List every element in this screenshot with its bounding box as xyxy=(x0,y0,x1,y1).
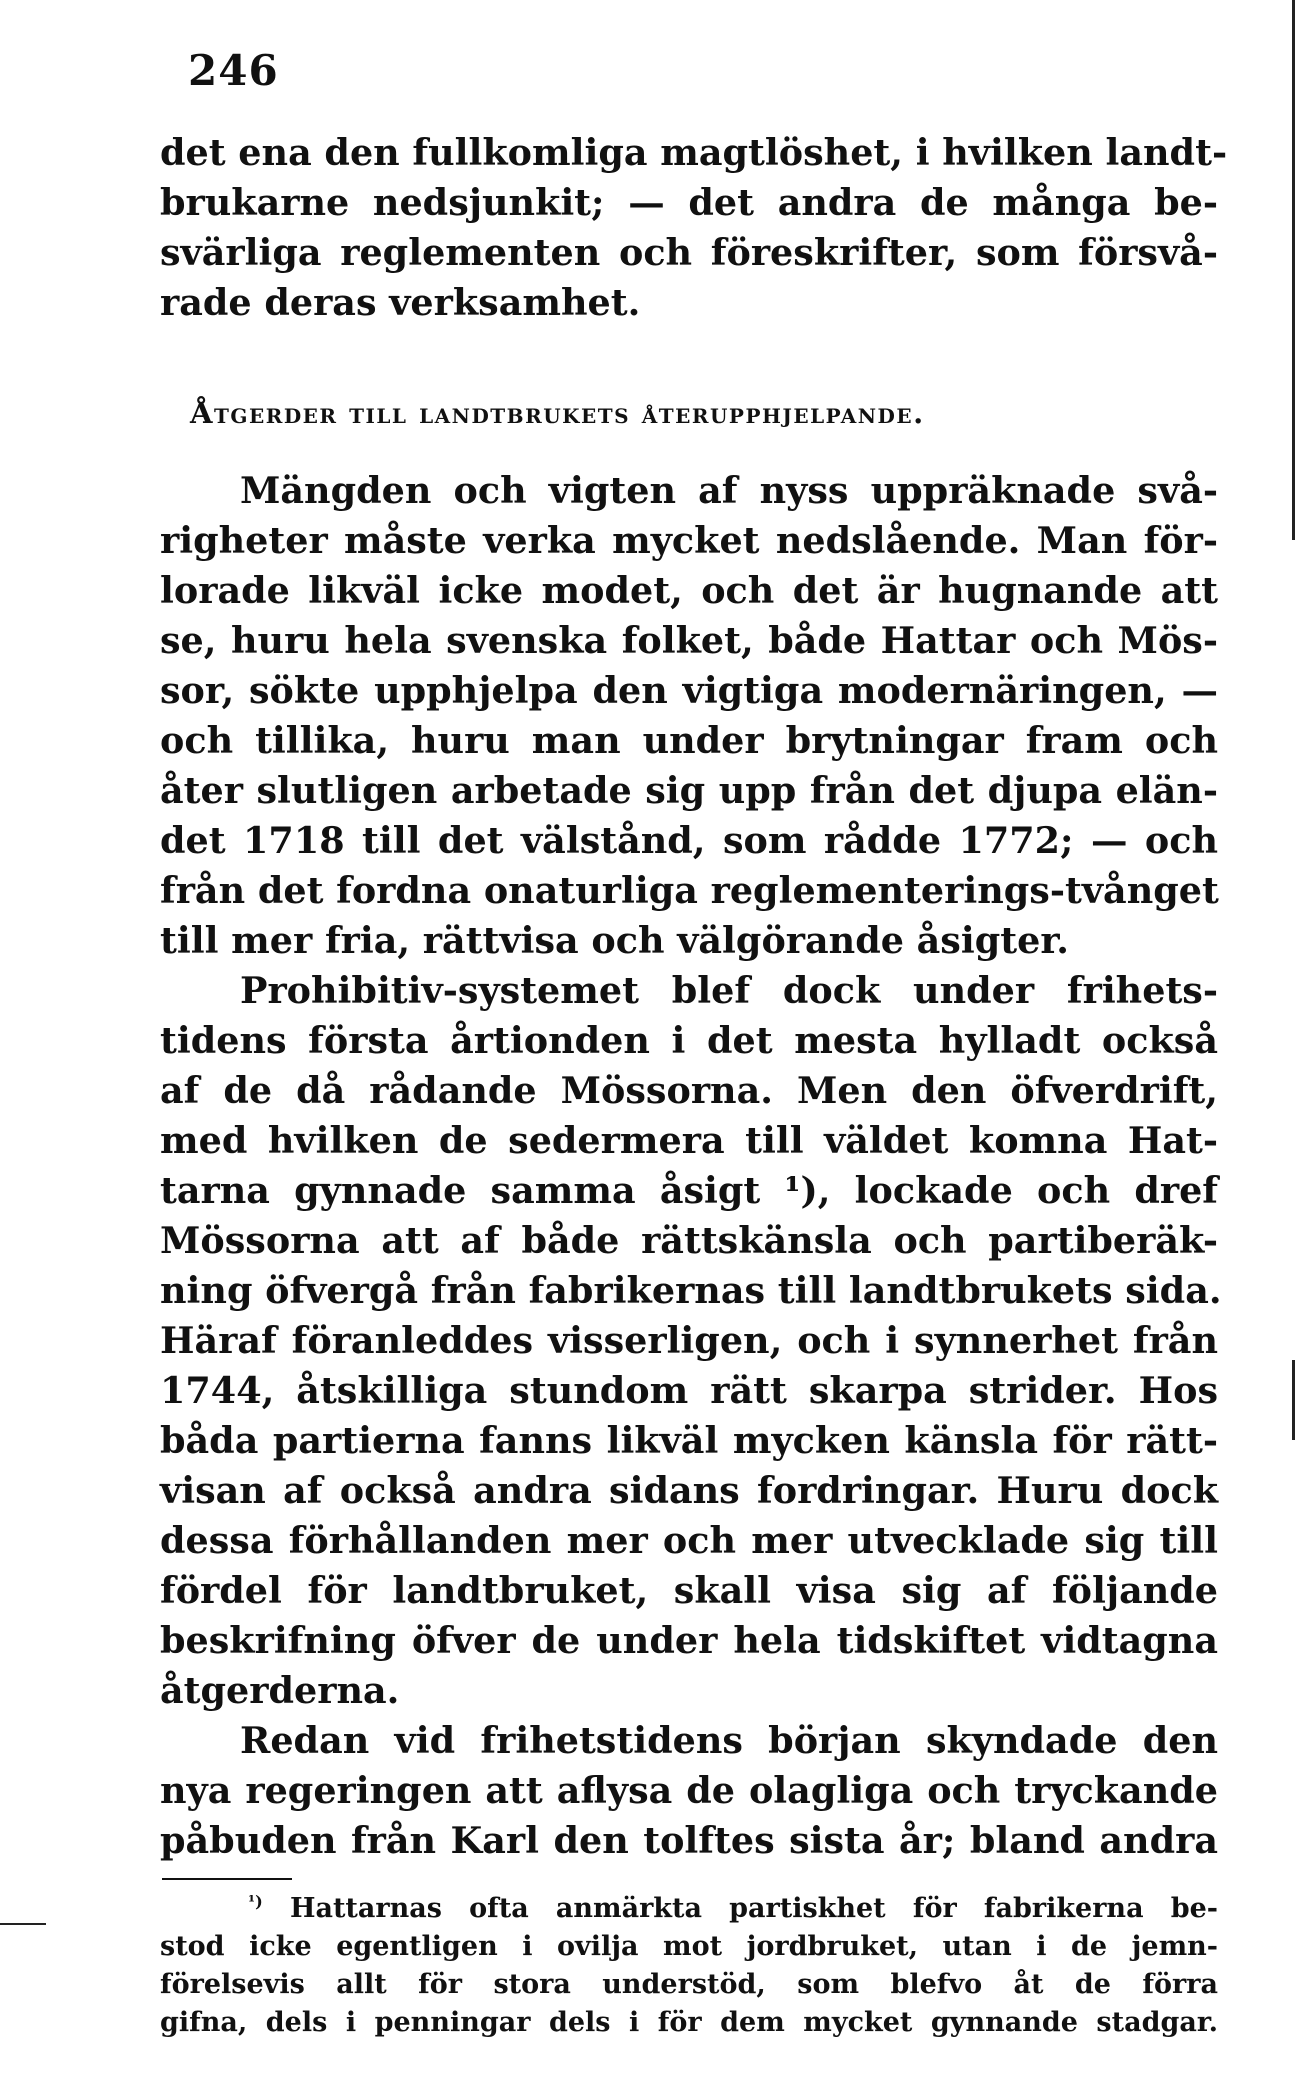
footnote-line xyxy=(160,1890,1218,1928)
text-line: righeter måste verka mycket nedslående. Man för- xyxy=(160,519,1218,562)
footnote xyxy=(160,1890,1218,2042)
text-line: från det fordna onaturliga reglementerings-tvånget xyxy=(160,869,1219,912)
text-line: svärliga reglementen och föreskrifter, som försvå- xyxy=(160,231,1218,274)
text-line: af de då rådande Mössorna. Men den öfverdrift, xyxy=(160,1069,1218,1112)
text-line: påbuden från Karl den tolftes sista år; bland andra xyxy=(160,1819,1218,1862)
footnote-line: förelsevis allt för stora understöd, som blefvo åt de förra xyxy=(160,1969,1218,2000)
text-line: dessa förhållanden mer och mer utvecklade sig till xyxy=(160,1519,1218,1562)
text-line: till mer fria, rättvisa och välgörande åsigter. xyxy=(160,919,1069,962)
text-line: se, huru hela svenska folket, både Hattar och Mös- xyxy=(160,619,1218,662)
text-line: beskrifning öfver de under hela tidskiftet vidtagna xyxy=(160,1619,1218,1662)
margin-tick xyxy=(0,1923,46,1925)
footnote-line: stod icke egentligen i ovilja mot jordbruket, utan i de jemn- xyxy=(160,1931,1218,1962)
text-line: det ena den fullkomliga magtlöshet, i hvilken landt- xyxy=(160,131,1228,174)
text-line: tarna gynnade samma åsigt ¹), lockade och dref xyxy=(160,1169,1218,1212)
text-line: Mössorna att af både rättskänsla och partiberäk- xyxy=(160,1219,1218,1262)
footnote-marker: ¹) xyxy=(248,1892,263,1911)
text-line: och tillika, huru man under brytningar fram och xyxy=(160,719,1218,762)
text-line: med hvilken de sedermera till väldet komna Hat- xyxy=(160,1119,1218,1162)
page-number: 246 xyxy=(188,46,279,95)
paragraph-2 xyxy=(160,466,1218,966)
text-line: åter slutligen arbetade sig upp från det djupa elän- xyxy=(160,769,1218,812)
text-line: nya regeringen att aflysa de olagliga och tryckande xyxy=(160,1769,1218,1812)
text-line: Redan vid frihetstidens början skyndade den xyxy=(240,1719,1218,1762)
text-line: Mängden och vigten af nyss uppräknade svå- xyxy=(240,469,1218,512)
footnote-text: Hattarnas ofta anmärkta partiskhet för fabrikerna be- xyxy=(289,1893,1219,1924)
paragraph-1 xyxy=(160,128,1228,328)
text-line: sor, sökte upphjelpa den vigtiga modernäringen, — xyxy=(160,669,1218,712)
text-line: ning öfvergå från fabrikernas till landtbrukets sida. xyxy=(160,1269,1222,1312)
text-line: visan af också andra sidans fordringar. Huru dock xyxy=(160,1469,1218,1512)
binding-edge-line xyxy=(1292,0,1295,540)
text-line: Prohibitiv-systemet blef dock under frihets- xyxy=(240,969,1218,1012)
text-line: rade deras verksamhet. xyxy=(160,281,641,324)
footnote-rule xyxy=(162,1878,292,1880)
text-line: det 1718 till det välstånd, som rådde 1772; — och xyxy=(160,819,1218,862)
text-line: brukarne nedsjunkit; — det andra de många be- xyxy=(160,181,1218,224)
text-line: åtgerderna. xyxy=(160,1669,400,1712)
text-line: tidens första årtionden i det mesta hylladt också xyxy=(160,1019,1218,1062)
paragraph-4 xyxy=(160,1716,1218,1866)
text-line: lorade likväl icke modet, och det är hugnande att xyxy=(160,569,1218,612)
text-line: fördel för landtbruket, skall visa sig af följande xyxy=(160,1569,1218,1612)
paragraph-3 xyxy=(160,966,1222,1716)
text-line: Häraf föranleddes visserligen, och i synnerhet från xyxy=(160,1319,1218,1362)
text-line: båda partierna fanns likväl mycken känsla för rätt- xyxy=(160,1419,1218,1462)
binding-edge-line xyxy=(1292,1360,1295,1440)
footnote-line: gifna, dels i penningar dels i för dem mycket gynnande stadgar. xyxy=(160,2007,1218,2038)
text-line: 1744, åtskilliga stundom rätt skarpa strider. Hos xyxy=(160,1369,1218,1412)
section-heading: Åtgerder till landtbrukets återupphjelpande. xyxy=(190,396,925,430)
